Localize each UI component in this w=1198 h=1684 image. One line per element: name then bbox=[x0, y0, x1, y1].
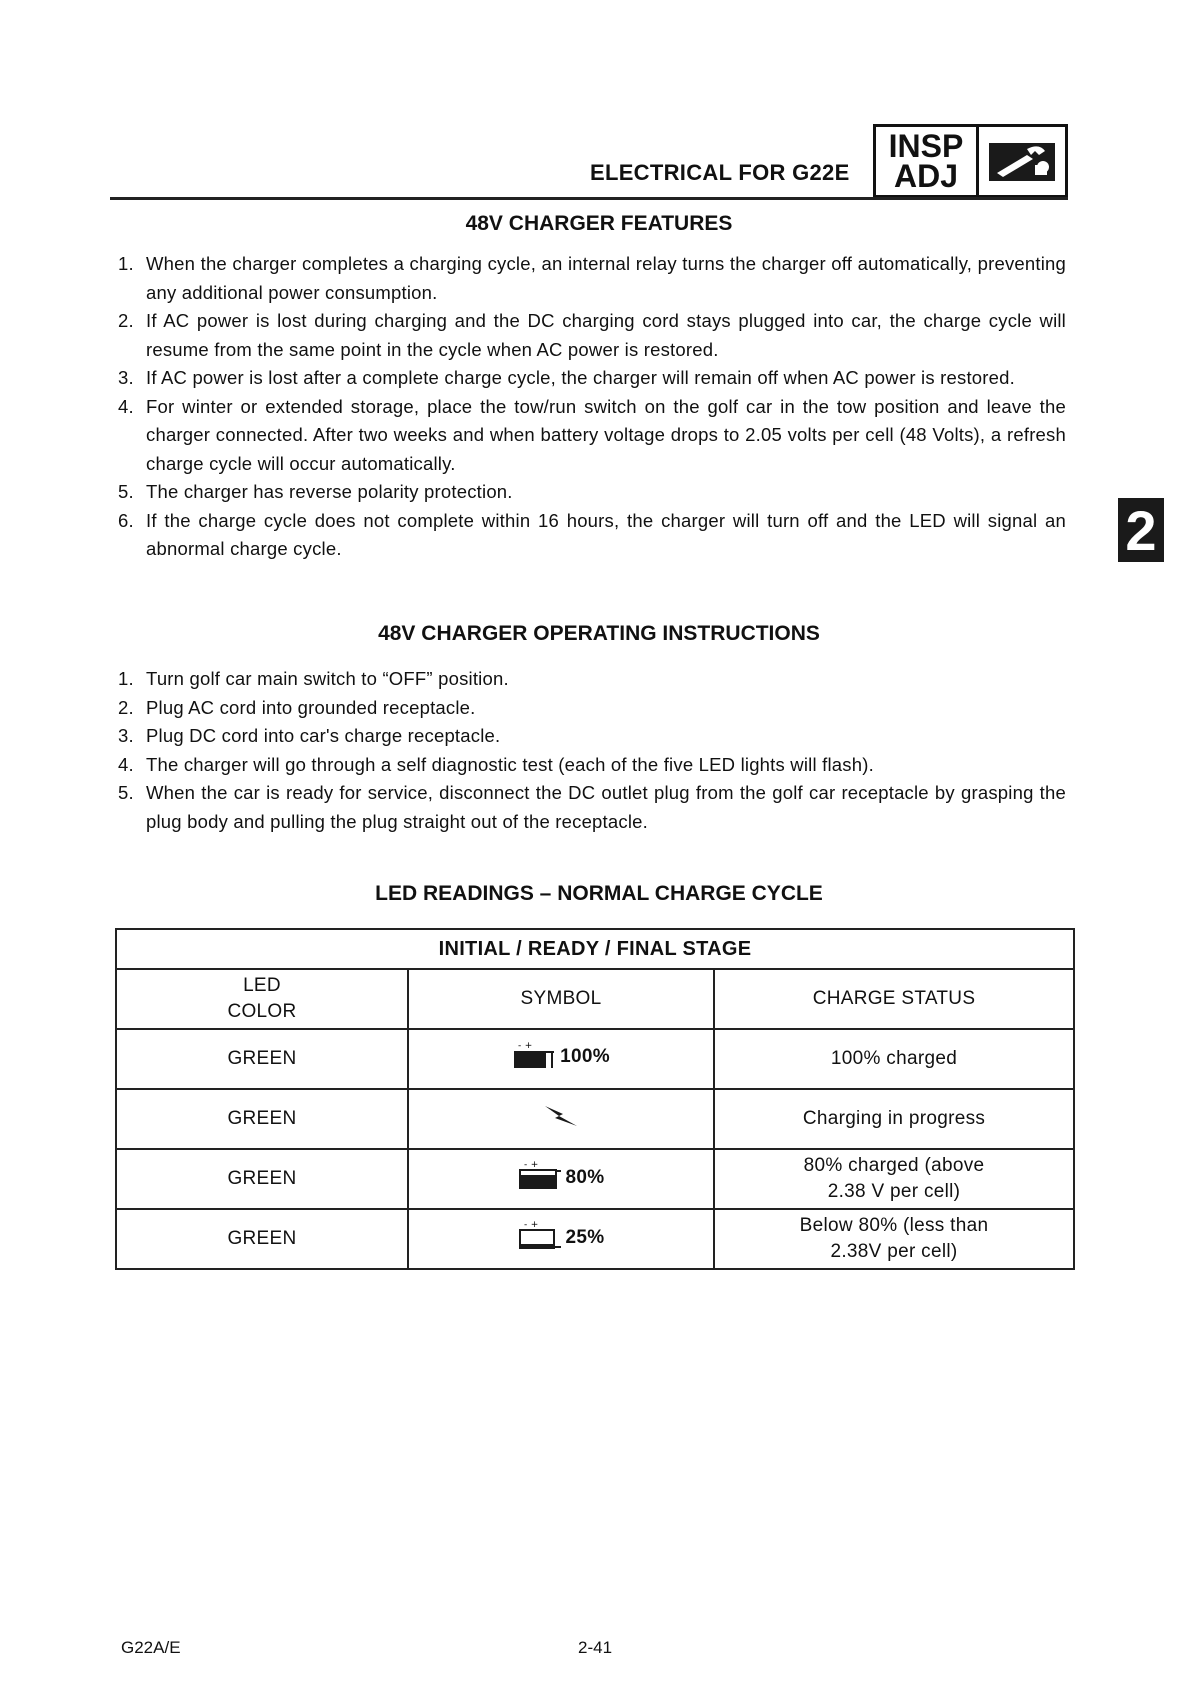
charge-status-cell bbox=[714, 1029, 1074, 1089]
list-item bbox=[118, 722, 1066, 751]
wrench-hand-icon bbox=[987, 137, 1057, 185]
item-number: 1. bbox=[118, 668, 134, 689]
badge-line-insp: INSP bbox=[888, 128, 964, 164]
item-text: If the charge cycle does not complete within 16 hours, the charger will turn off and the LED will signal an abnormal charge cycle. bbox=[146, 509, 1066, 559]
item-text: The charger has reverse polarity protection. bbox=[146, 481, 513, 502]
symbol-cell bbox=[408, 1149, 714, 1209]
list-item bbox=[118, 364, 1066, 393]
table-header-row bbox=[116, 969, 1074, 1029]
item-number: 4. bbox=[118, 753, 134, 775]
status-line2: 2.38 V per cell) bbox=[827, 1181, 961, 1202]
symbol-cell bbox=[408, 1089, 714, 1149]
item-number: 3. bbox=[118, 725, 134, 746]
item-number: 5. bbox=[118, 481, 134, 502]
table-row bbox=[116, 1089, 1074, 1149]
item-text: Plug AC cord into grounded receptacle. bbox=[146, 696, 476, 718]
insp-adj-badge bbox=[873, 124, 1068, 198]
item-number: 6. bbox=[118, 509, 134, 531]
status-line2: 2.38V per cell) bbox=[830, 1241, 958, 1262]
battery-full-icon bbox=[512, 1040, 556, 1070]
col-header-charge-status: CHARGE STATUS bbox=[714, 969, 1074, 1029]
item-text: For winter or extended storage, place the tow/run switch on the golf car in the tow position and leave the charger connected. After two weeks and when battery voltage drops to 2.05 volts per cell (48 Volts), a refresh charge cycle will occur automatically. bbox=[146, 395, 1066, 474]
item-number: 3. bbox=[118, 367, 134, 388]
list-item bbox=[118, 393, 1066, 479]
svg-text:- +: - + bbox=[523, 1160, 539, 1170]
features-title: 48V CHARGER FEATURES bbox=[465, 212, 733, 235]
table-stage-header: INITIAL / READY / FINAL STAGE bbox=[116, 929, 1074, 969]
item-text: If AC power is lost after a complete charge cycle, the charger will remain off when AC power is restored. bbox=[146, 367, 1015, 388]
led-color-cell: GREEN bbox=[116, 1209, 408, 1269]
item-number: 4. bbox=[118, 395, 134, 417]
item-number: 2. bbox=[118, 696, 134, 718]
col-header-led-line1: LED bbox=[243, 975, 281, 996]
symbol-label: 80% bbox=[565, 1167, 605, 1188]
list-item bbox=[118, 694, 1066, 723]
item-text: Turn golf car main switch to “OFF” position. bbox=[146, 668, 509, 689]
col-header-symbol: SYMBOL bbox=[408, 969, 714, 1029]
item-text: Plug DC cord into car's charge receptacle. bbox=[146, 725, 501, 746]
battery-partial-icon bbox=[518, 1159, 562, 1191]
led-table-title: LED READINGS – NORMAL CHARGE CYCLE bbox=[375, 882, 823, 905]
header-divider bbox=[110, 197, 1068, 200]
item-number: 5. bbox=[118, 782, 134, 803]
col-header-led-line2: COLOR bbox=[227, 1001, 297, 1022]
charge-status-cell bbox=[714, 1089, 1074, 1149]
svg-text:- +: - + bbox=[523, 1220, 539, 1230]
item-text: If AC power is lost during charging and the DC charging cord stays plugged into car, the charge cycle will resume from the same point in the cycle when AC power is restored. bbox=[146, 310, 1066, 360]
table-row bbox=[116, 1149, 1074, 1209]
footer-model: G22A/E bbox=[121, 1638, 181, 1657]
svg-text:- +: - + bbox=[518, 1041, 533, 1051]
list-item bbox=[118, 779, 1066, 836]
list-item bbox=[118, 307, 1066, 364]
operating-title: 48V CHARGER OPERATING INSTRUCTIONS bbox=[378, 622, 820, 645]
symbol-label: 100% bbox=[560, 1046, 610, 1067]
symbol-cell bbox=[408, 1029, 714, 1089]
lightning-bolt-icon bbox=[541, 1102, 581, 1128]
operating-list bbox=[118, 665, 1066, 836]
features-list bbox=[118, 250, 1066, 564]
status-line1: Charging in progress bbox=[802, 1108, 986, 1129]
charge-status-cell bbox=[714, 1209, 1074, 1269]
footer-page-number: 2-41 bbox=[578, 1638, 613, 1657]
insp-adj-label bbox=[876, 127, 979, 195]
page-header-title: ELECTRICAL FOR G22E bbox=[590, 160, 850, 185]
item-text: When the charger completes a charging cycle, an internal relay turns the charger off automatically, preventing any additional power consumption. bbox=[146, 253, 1066, 303]
list-item bbox=[118, 751, 1066, 780]
symbol-label: 25% bbox=[565, 1227, 605, 1248]
list-item bbox=[118, 478, 1066, 507]
led-color-cell: GREEN bbox=[116, 1089, 408, 1149]
led-readings-table bbox=[115, 928, 1075, 1270]
item-text: The charger will go through a self diagnostic test (each of the five LED lights will flash). bbox=[146, 753, 874, 775]
led-color-cell: GREEN bbox=[116, 1149, 408, 1209]
table-row bbox=[116, 1209, 1074, 1269]
chapter-tab: 2 bbox=[1118, 498, 1164, 562]
list-item bbox=[118, 665, 1066, 694]
charge-status-cell bbox=[714, 1149, 1074, 1209]
list-item bbox=[118, 250, 1066, 307]
battery-low-icon bbox=[518, 1219, 562, 1251]
item-number: 1. bbox=[118, 253, 134, 274]
item-text: When the car is ready for service, disconnect the DC outlet plug from the golf car receptacle by grasping the plug body and pulling the plug straight out of the receptacle. bbox=[146, 782, 1066, 832]
status-line1: Below 80% (less than bbox=[799, 1215, 989, 1236]
led-color-cell: GREEN bbox=[116, 1029, 408, 1089]
item-number: 2. bbox=[118, 310, 134, 331]
table-row bbox=[116, 1029, 1074, 1089]
col-header-led-color bbox=[116, 969, 408, 1029]
symbol-cell bbox=[408, 1209, 714, 1269]
status-line1: 100% charged bbox=[830, 1048, 958, 1069]
badge-line-adj: ADJ bbox=[893, 158, 958, 194]
list-item bbox=[118, 507, 1066, 564]
status-line1: 80% charged (above bbox=[803, 1155, 985, 1176]
